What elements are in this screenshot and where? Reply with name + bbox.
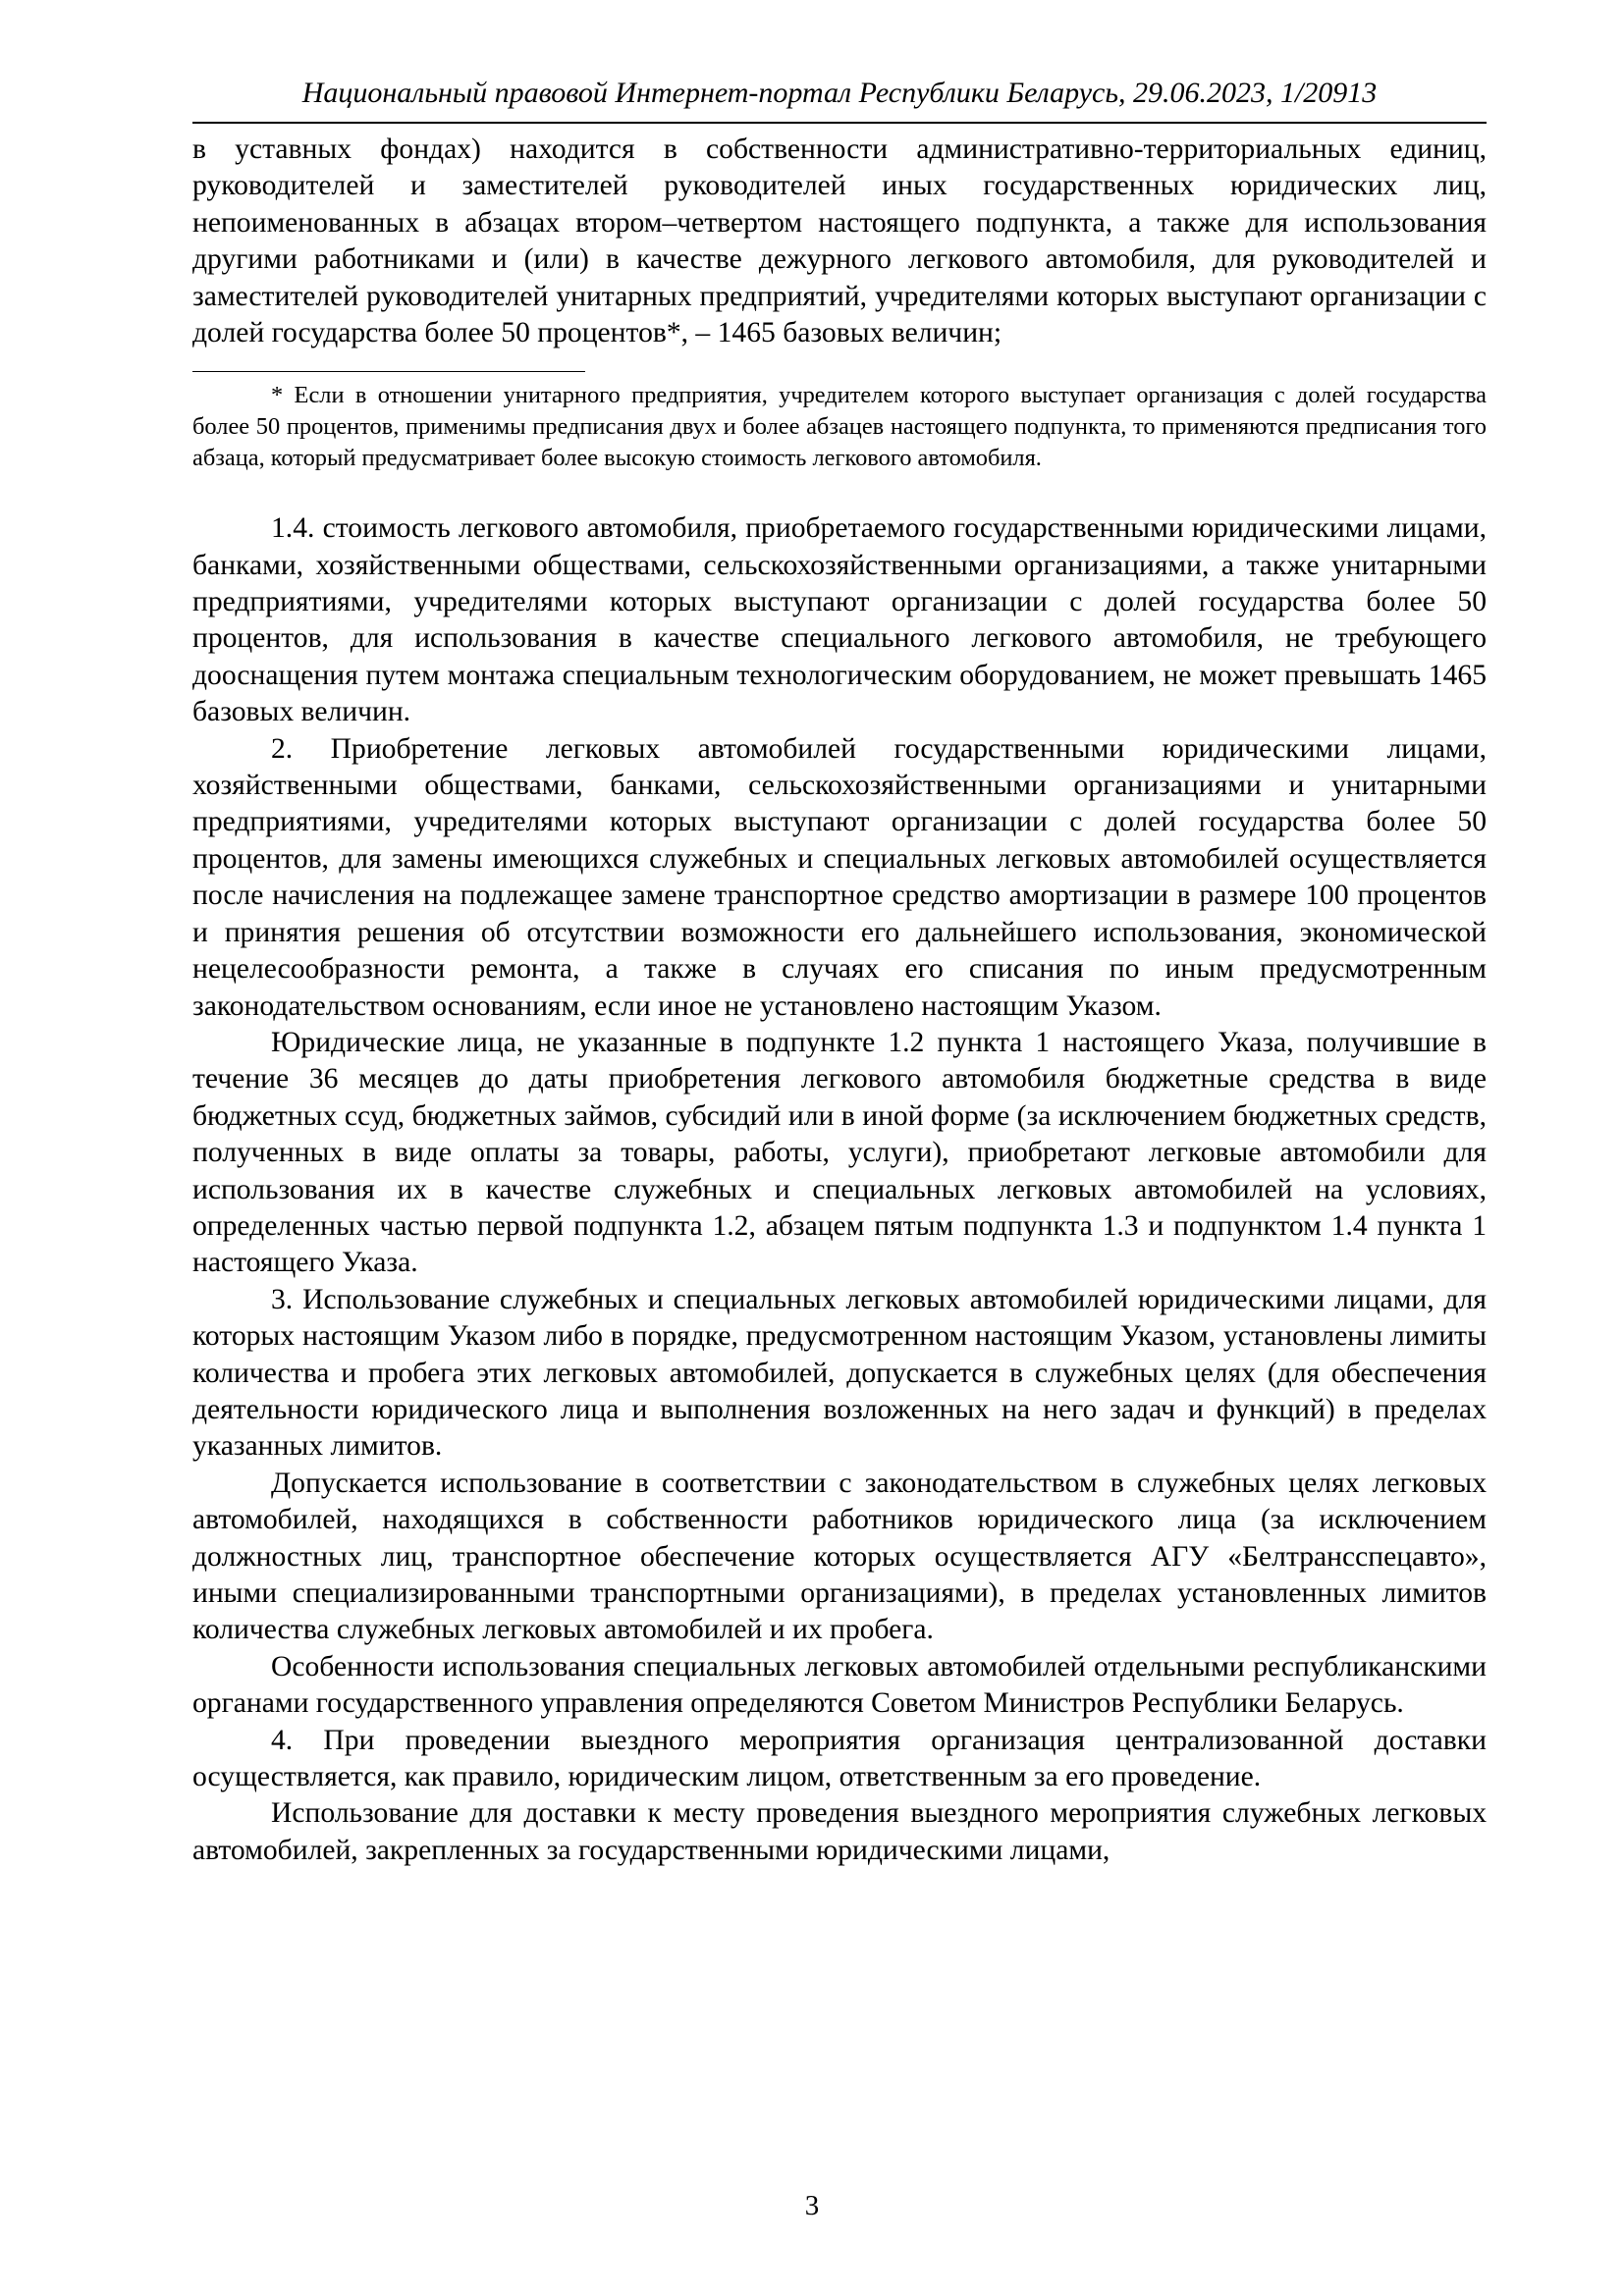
paragraph-2-part-2: Юридические лица, не указанные в подпункте 1.2 пункта 1 настоящего Указа, получившие в течение 36 месяцев до даты приобретения легкового автомобиля бюджетные средства в виде бюджетных ссуд, бюджетных займов, субсидий или в иной форме (за исключением бюджетных средств, полученных в виде оплаты за товары, работы, услуги), приобретают легковые автомобили для использования их в качестве служебных и специальных легковых автомобилей на условиях, определенных частью первой подпункта 1.2, абзацем пятым подпункта 1.3 и подпунктом 1.4 пункта 1 настоящего Указа.: [192, 1026, 1487, 1279]
page-header: Национальный правовой Интернет-портал Республики Беларусь, 29.06.2023, 1/20913: [192, 73, 1487, 124]
paragraph-4-part-2: Использование для доставки к месту проведения выездного мероприятия служебных легковых автомобилей, закрепленных за государственными юридическими лицами,: [192, 1797, 1487, 1866]
paragraph-3-part-2: Допускается использование в соответствии с законодательством в служебных целях легковых автомобилей, находящихся в собственности работников юридического лица (за исключением должностных лиц, транспортное обеспечение которых осуществляется АГУ «Белтрансспецавто», иными специализированными транспортными организациями), в пределах установленных лимитов количества служебных легковых автомобилей и их пробега.: [192, 1467, 1487, 1646]
paragraph-3: 3. Использование служебных и специальных легковых автомобилей юридическими лицами, для которых настоящим Указом либо в порядке, предусмотренном настоящим Указом, установлены лимиты количества и пробега этих легковых автомобилей, допускается в служебных целях (для обеспечения деятельности юридического лица и выполнения возложенных на него задач и функций) в пределах указанных лимитов.: [192, 1283, 1487, 1463]
footnote-divider: [192, 371, 585, 372]
page-number: 3: [804, 2190, 820, 2221]
paragraph-3-part-3: Особенности использования специальных легковых автомобилей отдельными республиканскими органами государственного управления определяются Советом Министров Республики Беларусь.: [192, 1650, 1487, 1720]
paragraph-2: 2. Приобретение легковых автомобилей государственными юридическими лицами, хозяйственными обществами, банками, сельскохозяйственными организациями и унитарными предприятиями, учредителями которых выступают организации с долей государства более 50 процентов, для замены имеющихся служебных и специальных легковых автомобилей осуществляется после начисления на подлежащее замене транспортное средство амортизации в размере 100 процентов и принятия решения об отсутствии возможности его дальнейшего использования, экономической нецелесообразности ремонта, а также в случаях его списания по иным предусмотренным законодательством основаниям, если иное не установлено настоящим Указом.: [192, 732, 1487, 1022]
footnote: * Если в отношении унитарного предприятия, учредителем которого выступает организация с долей государства более 50 процентов, применимы предписания двух и более абзацев настоящего подпункта, то применяются предписания того абзаца, который предусматривает более высокую стоимость легкового автомобиля.: [192, 382, 1487, 471]
paragraph-4: 4. При проведении выездного мероприятия организация централизованной доставки осуществляется, как правило, юридическим лицом, ответственным за его проведение.: [192, 1724, 1487, 1793]
document-body: [192, 132, 1487, 1869]
paragraph-continuation: в уставных фондах) находится в собственности административно-территориальных единиц, руководителей и заместителей руководителей иных государственных юридических лиц, непоименованных в абзацах втором–четвертом настоящего подпункта, а также для использования другими работниками и (или) в качестве дежурного легкового автомобиля, для руководителей и заместителей руководителей унитарных предприятий, учредителями которых выступают организации с долей государства более 50 процентов*, – 1465 базовых величин;: [192, 133, 1487, 349]
paragraph-1-4: 1.4. стоимость легкового автомобиля, приобретаемого государственными юридическими лицами, банками, хозяйственными обществами, сельскохозяйственными организациями, а также унитарными предприятиями, учредителями которых выступают организации с долей государства более 50 процентов, для использования в качестве специального легкового автомобиля, не требующего дооснащения путем монтажа специальным технологическим оборудованием, не может превышать 1465 базовых величин.: [192, 512, 1487, 728]
